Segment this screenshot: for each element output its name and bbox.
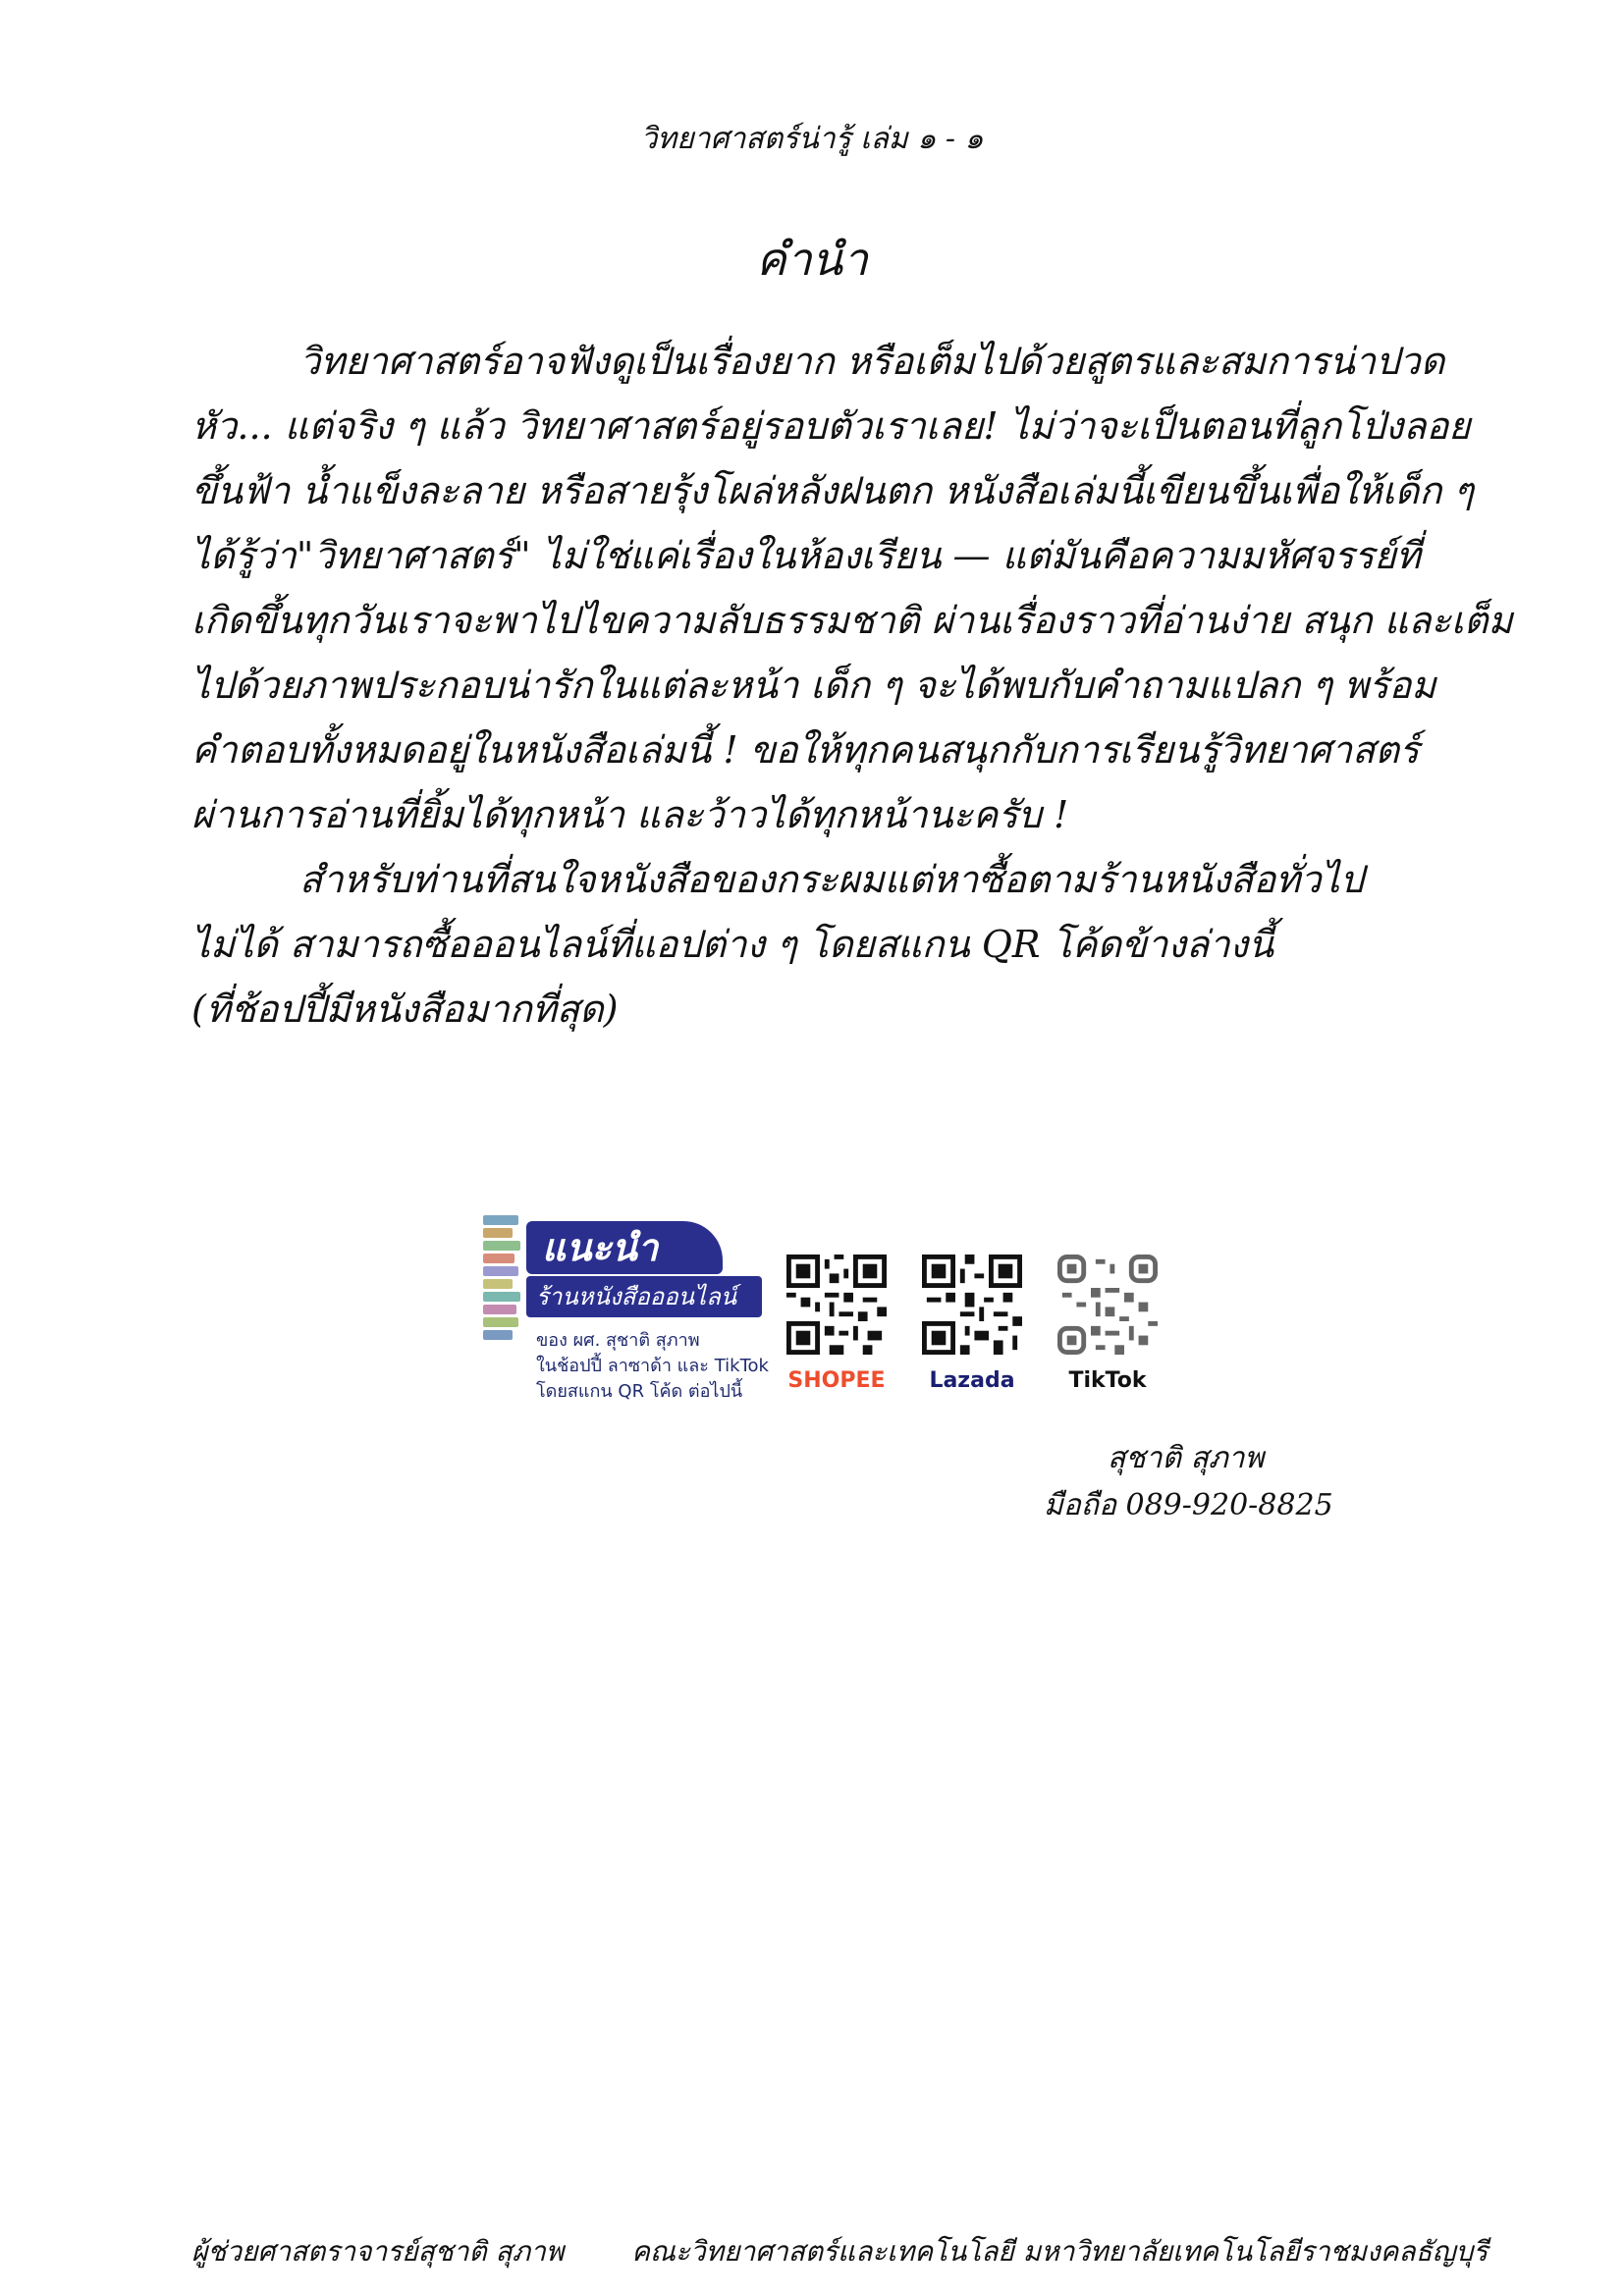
shop-label: ร้านหนังสือออนไลน์ xyxy=(526,1276,762,1317)
lazada-label: Lazada xyxy=(929,1368,1015,1393)
body-line: วิทยาศาสตร์อาจฟังดูเป็นเรื่องยาก หรือเต็มไปด้วยสูตรและสมการน่าปวด xyxy=(299,340,1445,383)
body-line: ผ่านการอ่านที่ยิ้มได้ทุกหน้า และว้าวได้ทุกหน้านะครับ ! xyxy=(191,793,1069,836)
body-line: ไปด้วยภาพประกอบน่ารักในแต่ละหน้า เด็ก ๆ จะได้พบกับคำถามแปลก ๆ พร้อม xyxy=(191,664,1436,707)
footer-author: ผู้ช่วยศาสตราจารย์สุชาติ สุภาพ xyxy=(191,2235,565,2268)
shopee-label: SHOPEE xyxy=(787,1368,886,1393)
book-stack-icon xyxy=(483,1215,522,1353)
signature-phone: มือถือ 089-920-8825 xyxy=(1044,1488,1333,1522)
body-line: (ที่ช้อปปี้มีหนังสือมากที่สุด) xyxy=(191,988,619,1031)
lazada-qr-icon[interactable] xyxy=(922,1255,1022,1355)
promo-line: ในช้อปปี้ ลาซาด้า และ TikTok xyxy=(536,1356,769,1376)
tiktok-qr-icon[interactable] xyxy=(1057,1255,1158,1355)
shopee-store[interactable] xyxy=(778,1255,895,1393)
body-line: สำหรับท่านที่สนใจหนังสือของกระผมแต่หาซื้อตามร้านหนังสือทั่วไป xyxy=(299,858,1364,901)
body-line: ขึ้นฟ้า น้ำแข็งละลาย หรือสายรุ้งโผล่หลังฝนตก หนังสือเล่มนี้เขียนขึ้นเพื่อให้เด็ก ๆ xyxy=(191,469,1474,512)
page-footer xyxy=(191,2230,1497,2273)
running-head: วิทยาศาสตร์น่ารู้ เล่ม ๑ - ๑ xyxy=(640,122,984,156)
body-line: คำตอบทั้งหมดอยู่ในหนังสือเล่มนี้ ! ขอให้ทุกคนสนุกกับการเรียนรู้วิทยาศาสตร์ xyxy=(191,728,1420,772)
shopee-qr-icon[interactable] xyxy=(786,1255,887,1355)
promo-line: ของ ผศ. สุชาติ สุภาพ xyxy=(536,1330,700,1351)
preface-body xyxy=(191,329,1513,1041)
lazada-store[interactable] xyxy=(913,1255,1031,1393)
promo-card xyxy=(483,1215,778,1412)
online-store-promo xyxy=(483,1215,1192,1412)
body-line: หัว... แต่จริง ๆ แล้ว วิทยาศาสตร์อยู่รอบตัวเราเลย! ไม่ว่าจะเป็นตอนที่ลูกโป่งลอย xyxy=(191,404,1471,448)
tiktok-label: TikTok xyxy=(1068,1368,1147,1393)
body-line: ได้รู้ว่า"วิทยาศาสตร์" ไม่ใช่แค่เรื่องในห้องเรียน — แต่มันคือความมหัศจรรย์ที่ xyxy=(191,534,1421,577)
page-title: คำนำ xyxy=(756,233,868,286)
promo-line: โดยสแกน QR โค้ด ต่อไปนี้ xyxy=(536,1381,743,1402)
tiktok-store[interactable] xyxy=(1049,1255,1166,1393)
footer-affiliation: คณะวิทยาศาสตร์และเทคโนโลยี มหาวิทยาลัยเทคโนโลยีราชมงคลธัญบุรี xyxy=(631,2235,1489,2268)
body-line: เกิดขึ้นทุกวันเราจะพาไปไขความลับธรรมชาติ ผ่านเรื่องราวที่อ่านง่าย สนุก และเต็ม xyxy=(191,599,1513,642)
signature-name: สุชาติ สุภาพ xyxy=(1108,1441,1265,1475)
recommend-badge: แนะนำ xyxy=(526,1221,723,1274)
body-line: ไม่ได้ สามารถซื้อออนไลน์ที่แอปต่าง ๆ โดยสแกน QR โค้ดข้างล่างนี้ xyxy=(191,923,1274,966)
